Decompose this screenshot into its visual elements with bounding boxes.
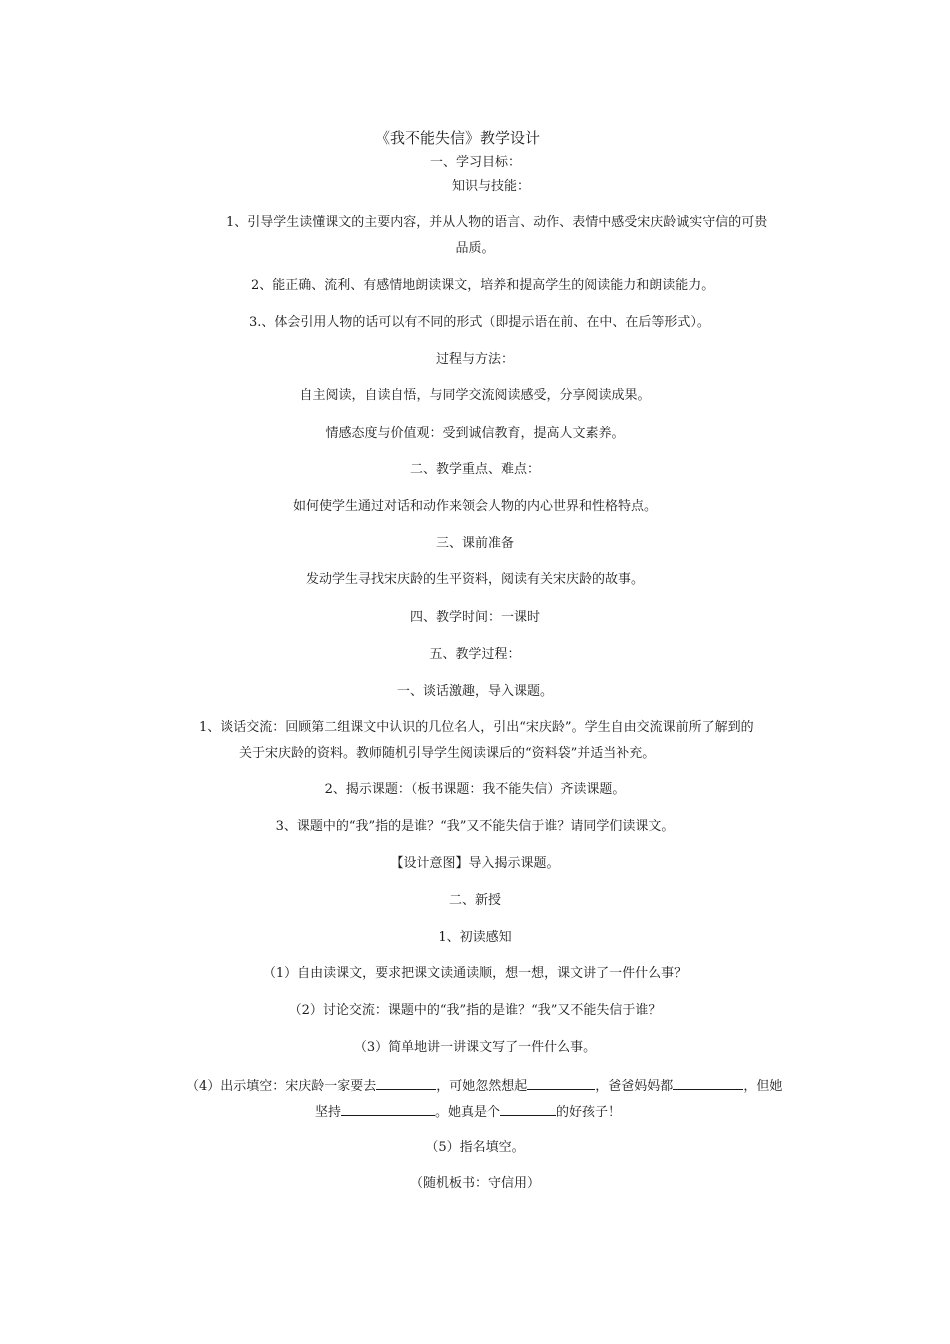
paragraph: 情感态度与价值观：受到诚信教育，提高人文素养。	[325, 426, 625, 441]
question-text: ，爸爸妈妈都	[595, 1079, 674, 1094]
paragraph: 3、课题中的“我”指的是谁？“我”又不能失信于谁？请同学们读课文。	[275, 819, 675, 834]
paragraph: 2、能正确、流利、有感情地朗读课文，培养和提高学生的阅读能力和朗读能力。	[251, 278, 715, 293]
board-note: （随机板书：守信用）	[409, 1176, 540, 1191]
sub-heading: 1、初读感知	[438, 930, 512, 945]
design-intent: 【设计意图】导入揭示课题。	[390, 856, 560, 871]
fill-in-question	[315, 1102, 621, 1122]
paragraph: 1、谈话交流：回顾第二组课文中认识的几位名人，引出“宋庆龄”。学生自由交流课前所了解到的	[199, 720, 754, 735]
paragraph: 品质。	[455, 241, 495, 256]
paragraph: 自主阅读，自读自悟，与同学交流阅读感受，分享阅读成果。	[299, 388, 651, 403]
paragraph: 1、引导学生读懂课文的主要内容，并从人物的语言、动作、表情中感受宋庆龄诚实守信的可贵	[226, 215, 768, 230]
question-text: （4）出示填空：宋庆龄一家要去	[186, 1079, 377, 1094]
section-heading: 一、学习目标：	[430, 155, 522, 170]
fill-blank	[341, 1102, 435, 1116]
fill-blank	[527, 1076, 595, 1090]
fill-blank	[376, 1076, 436, 1090]
question-text: 坚持	[315, 1105, 342, 1120]
step-heading: 二、新授	[448, 893, 501, 908]
section-heading: 二、教学重点、难点：	[409, 462, 540, 477]
section-heading: 五、教学过程：	[429, 647, 521, 662]
paragraph: 发动学生寻找宋庆龄的生平资料，阅读有关宋庆龄的故事。	[305, 572, 644, 587]
question-item: （2）讨论交流：课题中的“我”指的是谁？“我”又不能失信于谁？	[288, 1003, 662, 1018]
question-item: （1）自由读课文，要求把课文读通读顺，想一想，课文讲了一件什么事？	[262, 966, 688, 981]
sub-heading: 过程与方法：	[435, 352, 514, 367]
question-item: （5）指名填空。	[425, 1140, 525, 1155]
paragraph: 关于宋庆龄的资料。教师随机引导学生阅读课后的“资料袋”并适当补充。	[239, 746, 656, 761]
question-text: ，但她	[743, 1079, 783, 1094]
fill-blank	[500, 1102, 556, 1116]
sub-heading: 知识与技能：	[452, 179, 531, 194]
paragraph: 如何使学生通过对话和动作来领会人物的内心世界和性格特点。	[292, 499, 657, 514]
paragraph: 3.、体会引用人物的话可以有不同的形式（即提示语在前、在中、在后等形式）。	[249, 315, 710, 330]
section-heading: 四、教学时间：一课时	[409, 610, 540, 625]
step-heading: 一、谈话激趣，导入课题。	[396, 684, 553, 699]
section-heading: 三、课前准备	[435, 536, 514, 551]
question-item: （3）简单地讲一讲课文写了一件什么事。	[353, 1040, 597, 1055]
question-text: 。她真是个	[435, 1105, 501, 1120]
fill-blank	[673, 1076, 743, 1090]
document-title: 《我不能失信》教学设计	[375, 129, 541, 147]
fill-in-question	[186, 1076, 782, 1096]
question-text: 的好孩子！	[556, 1105, 622, 1120]
question-text: ，可她忽然想起	[436, 1079, 528, 1094]
paragraph: 2、揭示课题：（板书课题：我不能失信）齐读课题。	[324, 782, 626, 797]
